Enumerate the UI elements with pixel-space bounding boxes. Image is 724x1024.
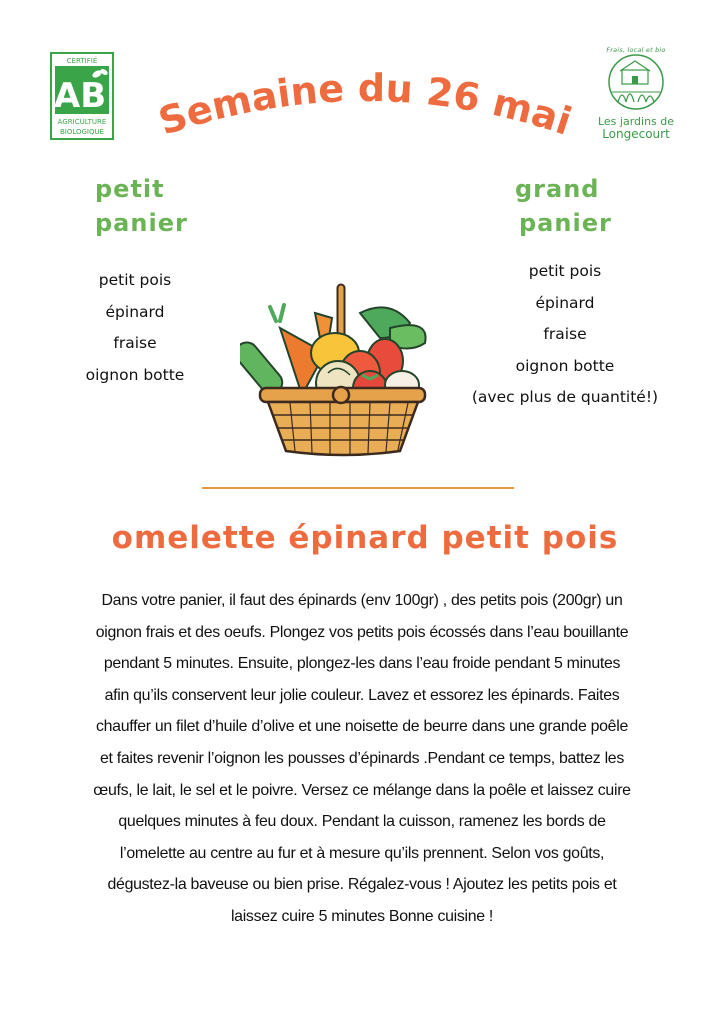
section-divider bbox=[202, 487, 514, 489]
ab-logo-letters: AB bbox=[53, 76, 107, 116]
farm-logo bbox=[591, 46, 681, 150]
list-item: fraise bbox=[113, 334, 157, 352]
big-basket-list bbox=[450, 256, 680, 414]
recipe-title: omelette épinard petit pois bbox=[111, 520, 619, 556]
farm-name-line1: Les jardins de bbox=[597, 115, 675, 128]
recipe-line: l’omelette au centre au fur et à mesure qu’ils prennent. Selon vos goûts, bbox=[119, 844, 605, 862]
list-item: oignon botte bbox=[515, 356, 615, 375]
recipe-line: quelques minutes à feu doux. Pendant la cuisson, ramenez les bords de bbox=[118, 813, 606, 831]
list-item: (avec plus de quantité!) bbox=[471, 388, 659, 406]
farm-tagline: Frais, local et bio bbox=[606, 46, 666, 54]
recipe-line: œufs, le lait, le sel et le poivre. Versez ce mélange dans la poêle et laissez cuire bbox=[93, 781, 631, 799]
ab-logo-top-text: CERTIFIÉ bbox=[66, 57, 98, 65]
recipe-line: Dans votre panier, il faut des épinards (env 100gr) , des petits pois (200gr) un bbox=[101, 592, 623, 609]
recipe-text bbox=[50, 585, 674, 933]
week-headline bbox=[140, 60, 590, 150]
list-item: épinard bbox=[535, 293, 595, 312]
big-basket-title-line2: panier bbox=[519, 209, 612, 237]
recipe-line: pendant 5 minutes. Ensuite, plongez-les dans l’eau froide pendant 5 minutes bbox=[103, 655, 621, 673]
small-basket-title-line2: panier bbox=[95, 209, 188, 237]
headline-text: Semaine du 26 mai bbox=[153, 65, 577, 144]
recipe-line: afin qu’ils conservent leur jolie couleur. Lavez et essorez les épinards. Faites bbox=[104, 686, 620, 704]
ab-logo-bottom-text-1: AGRICULTURE bbox=[57, 118, 107, 126]
farm-name-line2: Longecourt bbox=[602, 127, 670, 141]
recipe-line: dégustez-la baveuse ou bien prise. Régalez-vous ! Ajoutez les petits pois et bbox=[107, 876, 617, 894]
recipe-line: laissez cuire 5 minutes Bonne cuisine ! bbox=[230, 907, 494, 925]
ab-organic-logo bbox=[50, 52, 114, 140]
list-item: oignon botte bbox=[85, 365, 185, 384]
small-basket-list bbox=[60, 265, 210, 391]
small-basket-title-line1: petit bbox=[95, 175, 165, 203]
list-item: fraise bbox=[543, 325, 587, 343]
ab-logo-bottom-text-2: BIOLOGIQUE bbox=[59, 128, 105, 136]
big-basket-title bbox=[515, 172, 635, 240]
list-item: épinard bbox=[105, 302, 165, 321]
recipe-line: oignon frais et des oeufs. Plongez vos petits pois écossés dans l’eau bouillante bbox=[95, 623, 629, 641]
list-item: petit pois bbox=[528, 262, 602, 280]
recipe-line: chauffer un filet d’huile d’olive et une noisette de beurre dans une grande poêle bbox=[96, 718, 628, 736]
list-item: petit pois bbox=[98, 271, 172, 289]
big-basket-title-line1: grand bbox=[515, 175, 600, 203]
small-basket-title bbox=[95, 172, 215, 240]
recipe-line: et faites revenir l’oignon les pousses d’épinards .Pendant ce temps, battez les bbox=[100, 749, 624, 767]
vegetable-basket-illustration bbox=[240, 283, 430, 458]
farm-logo-emblem bbox=[596, 46, 676, 112]
